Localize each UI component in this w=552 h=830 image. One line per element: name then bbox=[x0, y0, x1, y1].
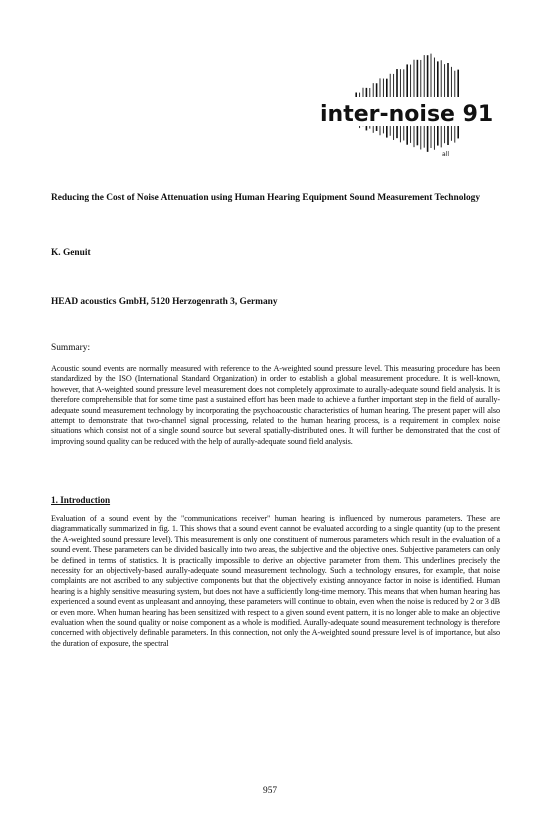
conference-logo-graphic bbox=[316, 48, 494, 160]
introduction-heading: 1. Introduction bbox=[51, 495, 111, 505]
introduction-paragraph: Evaluation of a sound event by the "communications receiver" human hearing is influenced by numerous parameters. These are diagrammatically summarized in fig. 1. This shows that a sound event cannot be evaluated according to a single quantity (up to the present the A-weighted sound pressure level). This measurement is only one constituent of numerous parameters which result in the evaluation of a sound event. These parameters can be divided basically into two areas, the subjective and the objective ones. Subjective parameters can only be defined in terms of statistics. It is practically impossible to derive an objective parameter from them. This underlines precisely the necessity for an objectively-based aurally-adequate sound measurement technology. Such a technology ensures, for example, that noise complaints are not ascribed to any subjective components but that the objectively existing annoyance factor in noise is identified. Human hearing is a highly sensitive measuring system, but does not have a sufficiently long-time memory. This means that when human hearing has experienced a sound event as unpleasant and annoying, these parameters will continue to obtain, even when the noise is reduced by 2 or 3 dB or even more. When human hearing has been sensitized with respect to a given sound event pattern, it is no longer able to make an objective evaluation when the sound quality or noise component as a whole is modified. Aurally-adequate sound measurement technology is therefore concerned with objectively definable parameters. In this connection, not only the A-weighted sound pressure level is of importance, but also the duration of exposure, the spectral bbox=[51, 514, 501, 648]
paper-title: Reducing the Cost of Noise Attenuation using Human Hearing Equipment Sound Measurement Technology bbox=[51, 193, 481, 203]
author-affiliation: HEAD acoustics GmbH, 5120 Herzogenrath 3, Germany bbox=[51, 297, 278, 307]
author-name: K. Genuit bbox=[51, 248, 91, 258]
summary-heading: Summary: bbox=[51, 343, 91, 353]
conference-logo bbox=[316, 48, 494, 160]
summary-paragraph: Acoustic sound events are normally measured with reference to the A-weighted sound pressure level. This measuring procedure has been standardized by the ISO (International Standard Organization) in order to establish a global measurement procedure. It is well-known, however, that A-weighted sound pressure level measurement does not completely approximate to aurally-adequate sound field analysis. It is therefore comprehensible that for some time past a sustained effort has been made to achieve a further important step in the field of aurally-adequate sound measurement technology by incorporating the psychoacoustic characteristics of human hearing. The present paper will also attempt to demonstrate that two-channel signal processing, related to the human hearing process, is a requirement in complex noise situations which consist not of a single sound source but several spatially-distributed ones. It will further be demonstrated that the cost of improving sound quality can be reduced with the help of aurally-adequate sound field analysis. bbox=[51, 364, 500, 446]
logo-caption: all bbox=[442, 151, 450, 158]
page-number: 957 bbox=[263, 786, 278, 796]
logo-text: inter-noise 91 bbox=[320, 102, 494, 127]
